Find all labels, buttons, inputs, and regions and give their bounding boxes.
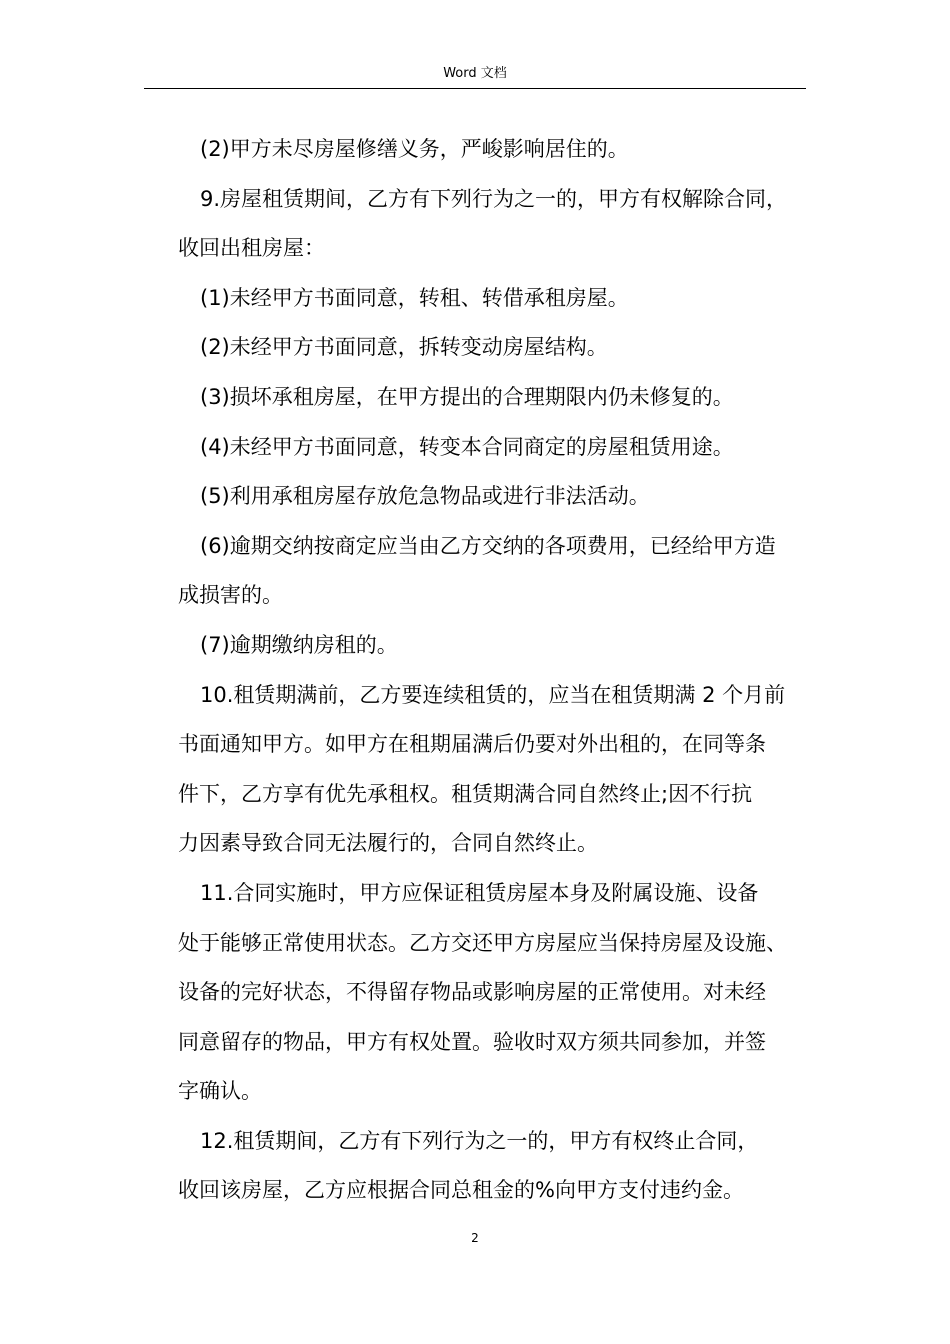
paragraph-line: 收回出租房屋： [178,236,325,261]
page-header [144,66,806,89]
paragraph-line: 9.房屋租赁期间，乙方有下列行为之一的，甲方有权解除合同， [200,186,788,211]
paragraph-line: (2)未经甲方书面同意，拆转变动房屋结构。 [200,335,608,360]
paragraph-line: 收回该房屋，乙方应根据合同总租金的%向甲方支付违约金。 [178,1178,744,1203]
paragraph-line: (7)逾期缴纳房租的。 [200,632,398,657]
paragraph-line: 处于能够正常使用状态。乙方交还甲方房屋应当保持房屋及设施、 [178,930,787,955]
header-title: Word 文档 [443,66,507,81]
paragraph-line: 成损害的。 [178,583,283,608]
paragraph-line: (3)损坏承租房屋，在甲方提出的合理期限内仍未修复的。 [200,384,734,409]
page-footer [0,1230,950,1246]
paragraph-line: 力因素导致合同无法履行的，合同自然终止。 [178,831,598,856]
paragraph-line: 设备的完好状态，不得留存物品或影响房屋的正常使用。对未经 [178,980,766,1005]
paragraph-line: (6)逾期交纳按商定应当由乙方交纳的各项费用，已经给甲方造 [200,533,776,558]
paragraph-line: 10.租赁期满前，乙方要连续租赁的，应当在租赁期满 2 个月前 [200,682,786,707]
document-body [178,125,828,1216]
paragraph-line: (1)未经甲方书面同意，转租、转借承租房屋。 [200,285,629,310]
paragraph-line: (2)甲方未尽房屋修缮义务，严峻影响居住的。 [200,137,629,161]
paragraph-line: (4)未经甲方书面同意，转变本合同商定的房屋租赁用途。 [200,434,734,459]
page-number: 2 [471,1231,479,1245]
paragraph-line: 字确认。 [178,1079,262,1104]
paragraph-line: 件下，乙方享有优先承租权。租赁期满合同自然终止;因不行抗 [178,781,753,806]
paragraph-line: 11.合同实施时，甲方应保证租赁房屋本身及附属设施、设备 [200,880,759,905]
paragraph-line: 书面通知甲方。如甲方在租期届满后仍要对外出租的，在同等条 [178,732,766,757]
paragraph-line: 12.租赁期间，乙方有下列行为之一的，甲方有权终止合同， [200,1128,759,1153]
paragraph-line: (5)利用承租房屋存放危急物品或进行非法活动。 [200,484,650,509]
paragraph-line: 同意留存的物品，甲方有权处置。验收时双方须共同参加，并签 [178,1029,766,1054]
